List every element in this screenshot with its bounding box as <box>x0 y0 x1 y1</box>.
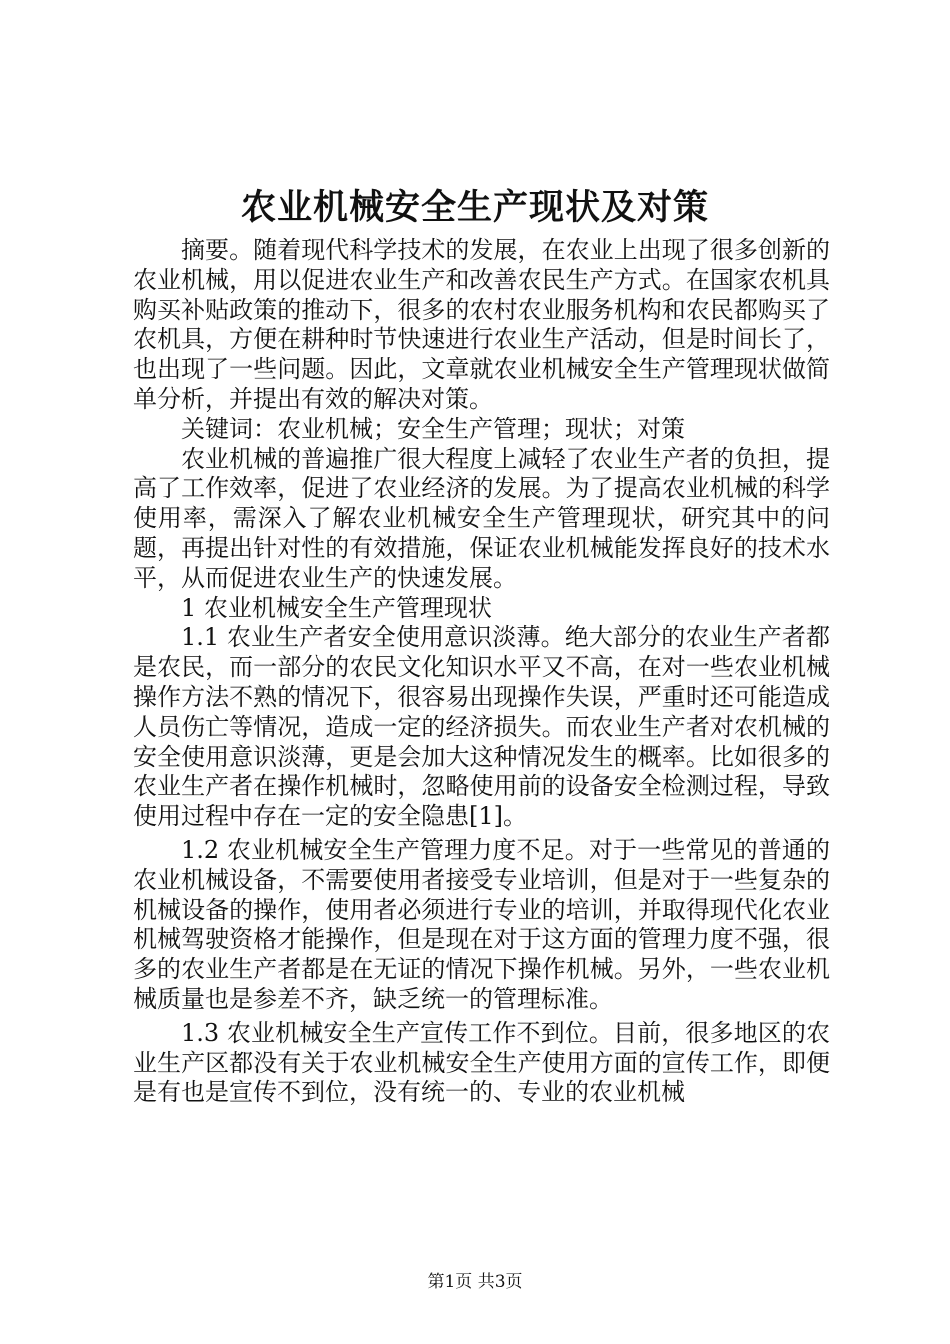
subsection-1-3-paragraph: 1.3 农业机械安全生产宣传工作不到位。目前，很多地区的农业生产区都没有关于农业机械安全生产使用方面的宣传工作，即便是有也是宣传不到位，没有统一的、专业的农业机械 <box>133 1018 830 1107</box>
page-footer: 第1页 共3页 <box>427 1272 523 1292</box>
intro-paragraph: 农业机械的普遍推广很大程度上减轻了农业生产者的负担，提高了工作效率，促进了农业经济的发展。为了提高农业机械的科学使用率，需深入了解农业机械安全生产管理现状，研究其中的问题，再提出针对性的有效措施，保证农业机械能发挥良好的技术水平，从而促进农业生产的快速发展。 <box>133 444 830 592</box>
abstract-paragraph: 摘要。随着现代科学技术的发展，在农业上出现了很多创新的农业机械，用以促进农业生产和改善农民生产方式。在国家农机具购买补贴政策的推动下，很多的农村农业服务机构和农民都购买了农机具，方便在耕种时节快速进行农业生产活动，但是时间长了，也出现了一些问题。因此，文章就农业机械安全生产管理现状做简单分析，并提出有效的解决对策。 <box>133 236 830 413</box>
section-heading-1: 1 农业机械安全生产管理现状 <box>181 593 492 622</box>
document-body <box>133 236 830 1108</box>
keywords-paragraph: 关键词：农业机械；安全生产管理；现状；对策 <box>181 414 685 443</box>
subsection-1-2-paragraph: 1.2 农业机械安全生产管理力度不足。对于一些常见的普通的农业机械设备，不需要使用者接受专业培训，但是对于一些复杂的机械设备的操作，使用者必须进行专业的培训，并取得现代化农业机械驾驶资格才能操作，但是现在对于这方面的管理力度不强，很多的农业生产者都是在无证的情况下操作机械。另外，一些农业机械质量也是参差不齐，缺乏统一的管理标准。 <box>133 835 830 1013</box>
document-title: 农业机械安全生产现状及对策 <box>240 187 709 228</box>
subsection-1-1-paragraph: 1.1 农业生产者安全使用意识淡薄。绝大部分的农业生产者都是农民，而一部分的农民文化知识水平又不高，在对一些农业机械操作方法不熟的情况下，很容易出现操作失误，严重时还可能造成人员伤亡等情况，造成一定的经济损失。而农业生产者对农机械的安全使用意识淡薄，更是会加大这种情况发生的概率。比如很多的农业生产者在操作机械时，忽略使用前的设备安全检测过程，导致使用过程中存在一定的安全隐患[1]。 <box>133 623 830 831</box>
